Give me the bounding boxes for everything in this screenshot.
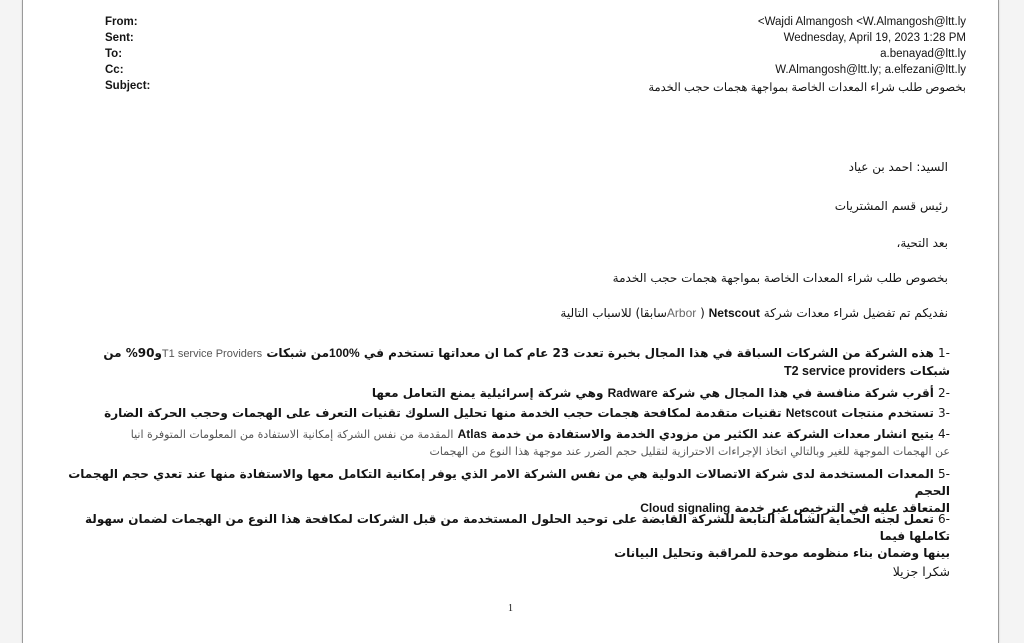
- intro-line: [560, 306, 948, 320]
- intro-netscout: Netscout: [708, 306, 760, 320]
- closing: شكرا جزيلا: [892, 564, 950, 579]
- greeting: بعد التحية،: [896, 236, 948, 250]
- item-4-text-c: عن الهجمات الموجهة للغير وبالتالي اتخاذ الإجراءات الاحترازية لتقليل حجم الضرر عند موجهة هذا النوع من الهجمات: [429, 445, 950, 458]
- subject-line: بخصوص طلب شراء المعدات الخاصة بمواجهة هجمات حجب الخدمة: [612, 271, 948, 285]
- to-label: To:: [105, 48, 123, 60]
- item-1-text-c: و90% من: [103, 346, 162, 360]
- to-value: a.benayad@ltt.ly: [880, 48, 966, 60]
- subject-value: بخصوص طلب شراء المعدات الخاصة بمواجهة هجمات حجب الخدمة: [648, 82, 966, 94]
- cc-label: Cc:: [105, 64, 124, 76]
- item-1-text-b: من شبكات: [266, 346, 330, 360]
- item-3-text-a: تستخدم منتجات: [841, 406, 934, 420]
- header-from-row: [23, 16, 998, 31]
- item-4-text-a: يتيح انشار معدات الشركة عند الكثير من مزودي الخدمة والاستفادة من خدمة: [491, 427, 934, 441]
- item-1-t1: T1 service Providers: [161, 348, 263, 360]
- item-1-percent: 100%: [329, 346, 360, 360]
- list-item-2: [45, 385, 950, 402]
- item-5-number: -5: [938, 467, 950, 481]
- intro-text-b: سابقا) للاسباب التالية: [560, 306, 667, 320]
- item-4-number: -4: [938, 427, 950, 441]
- intro-paren: (: [700, 306, 705, 320]
- item-1-text-d: شبكات: [909, 364, 950, 378]
- item-2-radware: Radware: [607, 386, 658, 400]
- item-3-netscout: Netscout: [785, 406, 838, 420]
- header-to-row: [23, 48, 998, 63]
- intro-arbor: Arbor: [666, 306, 697, 320]
- subject-label: Subject:: [105, 80, 151, 92]
- sent-label: Sent:: [105, 32, 134, 44]
- salutation-name: السيد: احمد بن عياد: [848, 160, 948, 174]
- item-1-number: -1: [938, 346, 950, 360]
- header-sent-row: [23, 32, 998, 47]
- list-item-3: [45, 405, 950, 422]
- cc-value: W.Almangosh@ltt.ly; a.elfezani@ltt.ly: [775, 64, 966, 76]
- item-1-text-a: هذه الشركة من الشركات السباقة في هذا المجال بخبرة تعدت 23 عام كما ان معداتها تستخدم في: [363, 346, 934, 360]
- header-cc-row: [23, 64, 998, 79]
- salutation-title: رئيس قسم المشتريات: [834, 199, 948, 213]
- item-2-text-b: وهي شركة إسرائيلية يمنع التعامل معها: [371, 386, 604, 400]
- item-1-t2: T2 service providers: [783, 364, 906, 378]
- list-item-4: [45, 426, 950, 460]
- item-3-number: -3: [938, 406, 950, 420]
- header-subject-row: [23, 80, 998, 95]
- page-number: 1: [508, 603, 513, 614]
- sent-value: Wednesday, April 19, 2023 1:28 PM: [783, 32, 966, 44]
- item-6-text-a: تعمل لجنه الحماية الشاملة التابعة للشركة القابضة على توحيد الحلول المستخدمة من قبل الشركات لمكافحة هذا النوع من الهجمات لضمان سهولة تكاملها فيما: [85, 512, 950, 543]
- list-item-5: [45, 466, 950, 517]
- list-item-1: [45, 345, 950, 380]
- list-item-6: [45, 511, 950, 562]
- item-4-text-b: المقدمة من نفس الشركة إمكانية الاستفادة من المعلومات المتوفرة انيا: [130, 428, 454, 441]
- from-label: From:: [105, 16, 138, 28]
- item-4-atlas: Atlas: [457, 427, 487, 441]
- item-6-number: -6: [938, 512, 950, 526]
- item-3-text-b: تقنيات متقدمة لمكافحة هجمات حجب الخدمة منها تحليل السلوك تقنيات التعرف على الهجمات وحجب الحركة الضارة: [104, 406, 782, 420]
- document-page: [22, 0, 999, 643]
- item-2-text-a: أقرب شركة منافسة في هذا المجال هي شركة: [661, 386, 934, 400]
- item-5-text-b: المتعاقد عليه في الترخيص عبر خدمة: [734, 501, 950, 515]
- item-2-number: -2: [938, 386, 950, 400]
- item-6-text-b: بينها وضمان بناء منظومه موحدة للمراقبة وتحليل البيانات: [614, 546, 950, 560]
- item-5-text-a: المعدات المستخدمة لدى شركة الاتصالات الدولية هي من نفس الشركة الامر الذي يوفر إمكانية التكامل معها والاستفادة منها عند تعدي حجم الهجمات الحجم: [68, 467, 950, 498]
- item-5-cloud-signaling: Cloud signaling: [640, 501, 731, 515]
- from-value: <Wajdi Almangosh <W.Almangosh@ltt.ly: [757, 16, 966, 28]
- intro-text-a: نفديكم تم تفضيل شراء معدات شركة: [763, 306, 948, 320]
